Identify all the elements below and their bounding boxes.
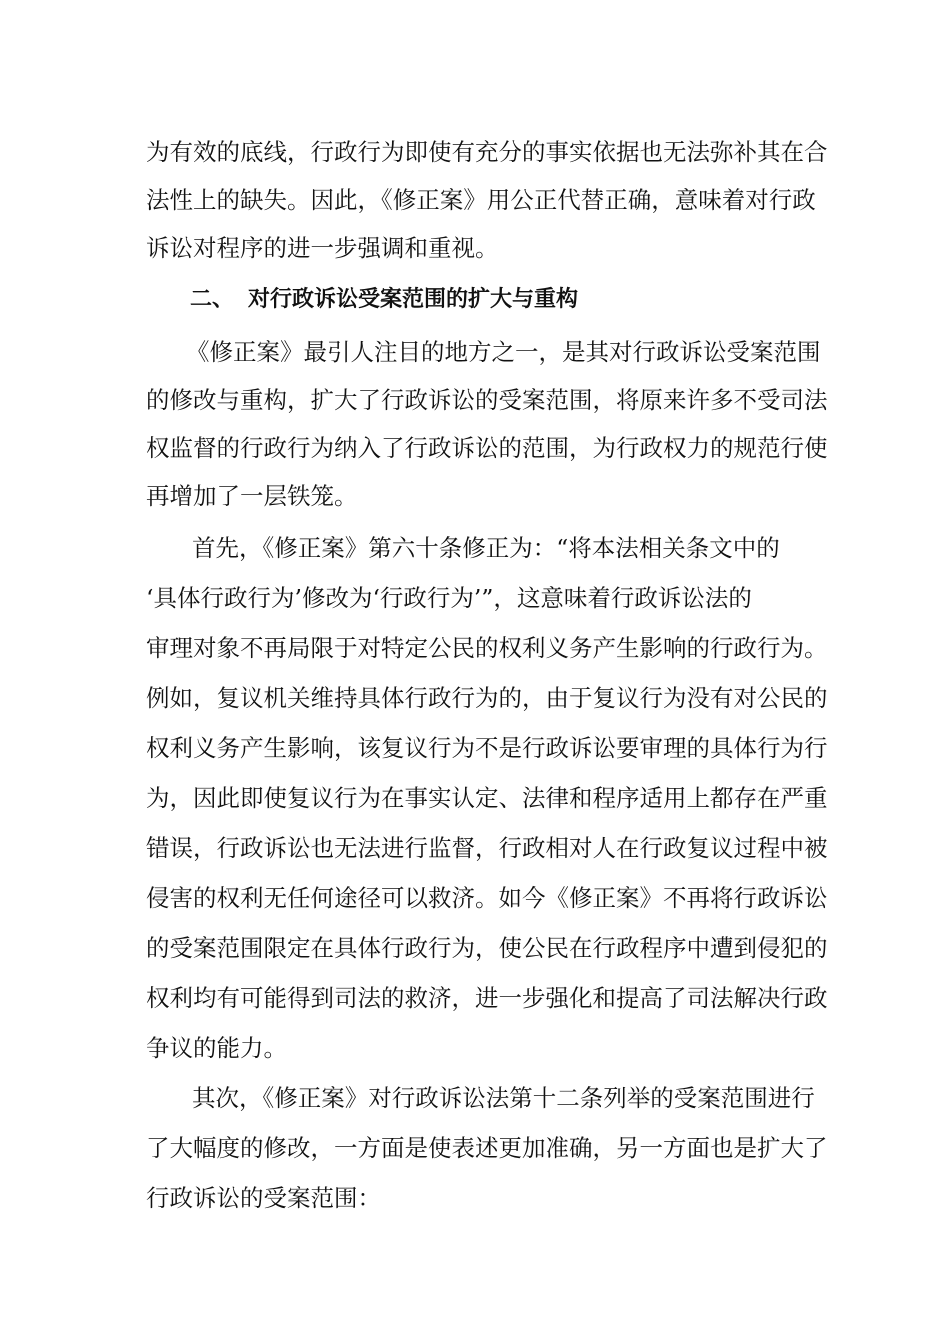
body-line: 为，因此即使复议行为在事实认定、法律和程序适用上都存在严重 — [146, 784, 828, 812]
section-heading — [190, 280, 578, 320]
body-line: 法性上的缺失。因此，《修正案》用公正代替正确，意味着对行政 — [146, 186, 816, 214]
body-line: 诉讼对程序的进一步强调和重视。 — [146, 234, 499, 262]
body-line: 了大幅度的修改，一方面是使表述更加准确，另一方面也是扩大了 — [146, 1134, 828, 1162]
body-line: 为有效的底线，行政行为即使有充分的事实依据也无法弥补其在合 — [146, 138, 828, 166]
section-heading-number: 二、 — [190, 287, 235, 312]
body-line: 再增加了一层铁笼。 — [146, 482, 358, 510]
body-line: 权利均有可能得到司法的救济，进一步强化和提高了司法解决行政 — [146, 984, 828, 1012]
body-line: 权利义务产生影响，该复议行为不是行政诉讼要审理的具体行为行 — [146, 734, 828, 762]
body-line: 权监督的行政行为纳入了行政诉讼的范围，为行政权力的规范行使 — [146, 434, 828, 462]
body-line: 的受案范围限定在具体行政行为，使公民在行政程序中遭到侵犯的 — [146, 934, 828, 962]
body-line: 例如，复议机关维持具体行政行为的，由于复议行为没有对公民的 — [146, 684, 828, 712]
body-line: 的修改与重构，扩大了行政诉讼的受案范围，将原来许多不受司法 — [146, 386, 828, 414]
body-line: 争议的能力。 — [146, 1034, 287, 1062]
body-line: 《修正案》最引人注目的地方之一，是其对行政诉讼受案范围 — [186, 338, 821, 366]
body-line: 行政诉讼的受案范围： — [146, 1184, 381, 1212]
body-line: 错误，行政诉讼也无法进行监督，行政相对人在行政复议过程中被 — [146, 834, 828, 862]
body-line: 侵害的权利无任何途径可以救济。如今《修正案》不再将行政诉讼 — [146, 884, 828, 912]
section-heading-title: 对行政诉讼受案范围的扩大与重构 — [248, 287, 579, 312]
body-line: 首先，《修正案》第六十条修正为：“将本法相关条文中的 — [192, 534, 780, 562]
body-line: 其次，《修正案》对行政诉讼法第十二条列举的受案范围进行 — [192, 1084, 815, 1112]
body-line: 审理对象不再局限于对特定公民的权利义务产生影响的行政行为。 — [146, 634, 828, 662]
body-line: ‘具体行政行为’修改为‘行政行为’”，这意味着行政诉讼法的 — [146, 584, 752, 612]
